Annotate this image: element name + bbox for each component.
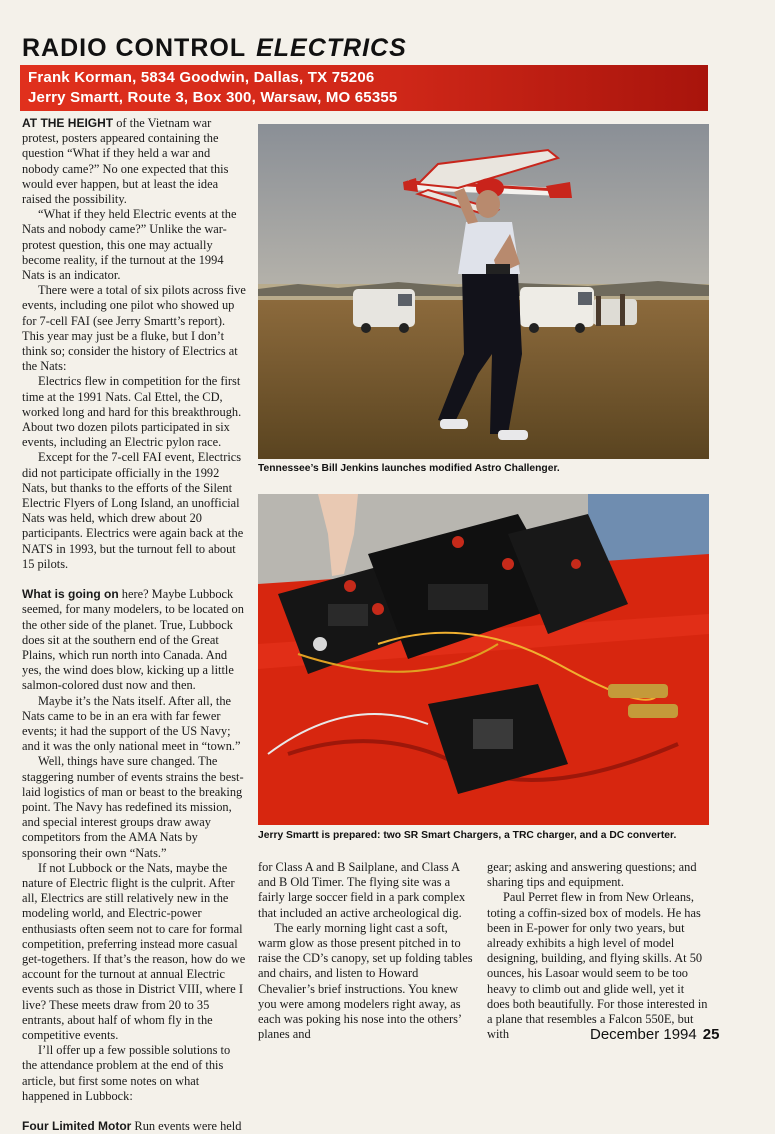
column-2 bbox=[258, 860, 475, 1042]
van-2 bbox=[520, 287, 594, 333]
paragraph: Paul Perret flew in from New Orleans, toting a coffin-sized box of models. He has been in E-power for only two years, but already exhibits a high level of model designing, building, and flying skills. At 50 ounces, his Lasoar would seem to be too heavy to climb out and glide well, yet it does both beautifully. For those interested in a plane that resembles a Falcon 550E, but with bbox=[487, 890, 708, 1042]
column-3 bbox=[487, 860, 709, 1042]
author-banner bbox=[20, 65, 708, 111]
paragraph: Well, things have sure changed. The staggering number of events strains the best-laid logistics of man or beast to the breaking point. The Navy has redefined its mission, and special interest groups draw away competitors from the AMA Nats by sponsoring their own “Nats.” bbox=[22, 754, 244, 860]
title-main: RADIO CONTROL bbox=[22, 34, 247, 62]
department-title bbox=[22, 34, 407, 63]
paragraph: If not Lubbock or the Nats, maybe the nature of Electric flight is the culprit. After all, Electrics are still relatively new in the modeling world, and Electric-power enthusiasts often seem not to care for formal competition, preferring instead more casual get-togethers. If that’s the reason, how do we account for the turnout at annual Electric events such as those in District VIII, where I live? These meets draw from 20 to 35 entrants, about half of whom fly in the competitive events. bbox=[22, 860, 246, 1042]
title-italic: ELECTRICS bbox=[256, 34, 407, 62]
run-in-head: Four Limited Motor bbox=[22, 1119, 132, 1133]
paragraph: I’ll offer up a few possible solutions to the attendance problem at the end of this article, but first some notes on what happened in Lubbock: bbox=[22, 1043, 231, 1103]
paragraph: Electrics flew in competition for the first time at the 1991 Nats. Cal Ettel, the CD, worked long and hard for this breakthrough. About two dozen pilots participated in six events, including an Electric pylon race. bbox=[22, 374, 242, 450]
paragraph: Maybe it’s the Nats itself. After all, the Nats came to be in an era with far fewer events; it had the support of the US Navy; and it was the only national meet in “town.” bbox=[22, 693, 241, 754]
page-folio bbox=[590, 1026, 719, 1043]
photo-caption-2: Jerry Smartt is prepared: two SR Smart Chargers, a TRC charger, and a DC converter. bbox=[258, 830, 677, 841]
page-number: 25 bbox=[702, 1026, 720, 1043]
photo-chargers bbox=[258, 494, 709, 825]
paragraph: There were a total of six pilots across five events, including one pilot who showed up for 7-cell FAI (see Jerry Smartt’s report). This year may just be a fluke, but I don’t think so; consider the history of Electrics at the Nats: bbox=[22, 283, 246, 374]
paragraph: “What if they held Electric events at the Nats and nobody came?” Unlike the war-protest question, this one may actually become reality, if the turnout at the 1994 Nats is an indicator. bbox=[22, 207, 237, 283]
paragraph: gear; asking and answering questions; and sharing tips and equipment. bbox=[487, 860, 697, 890]
column-1 bbox=[22, 116, 246, 1134]
issue-date: December 1994 bbox=[590, 1026, 697, 1043]
paragraph: Except for the 7-cell FAI event, Electrics did not participate officially in the 1992 Nats, but thanks to the efforts of the Silent Electric Flyers of Long Island, an unofficial Nats was held, which drew about 20 participants. Electrics were again back at the NATS in 1993, but the turnout fell to about 15 pilots. bbox=[22, 450, 244, 571]
author-line-1: Frank Korman, 5834 Goodwin, Dallas, TX 75206 bbox=[28, 69, 375, 86]
paragraph: What is going on here? Maybe Lubbock seemed, for many modelers, to be located on the other side of the planet. True, Lubbock does sit at the southern end of the Great Plains, which run north into Canada. And yes, the wind does blow, kicking up a little salmon-colored dust now and then. bbox=[22, 587, 244, 693]
paragraph: for Class A and B Sailplane, and Class A and B Old Timer. The flying site was a fairly large soccer field in a park complex that included an active archeological dig. bbox=[258, 860, 466, 920]
paragraph: AT THE HEIGHT of the Vietnam war protest, posters appeared containing the question “What if they held a war and nobody came?” No one expected that this would ever happen, but at least the idea raised the possibility. bbox=[22, 116, 229, 207]
van-1 bbox=[353, 289, 415, 333]
author-line-2: Jerry Smartt, Route 3, Box 300, Warsaw, MO 65355 bbox=[28, 89, 398, 106]
run-in-head: What is going on bbox=[22, 587, 119, 602]
photo-caption-1: Tennessee’s Bill Jenkins launches modified Astro Challenger. bbox=[258, 463, 560, 474]
run-in-head: AT THE HEIGHT bbox=[22, 116, 114, 130]
photo-pilot-launch bbox=[258, 124, 709, 459]
paragraph: Four Limited Motor Run events were held bbox=[22, 1119, 242, 1133]
paragraph: The early morning light cast a soft, warm glow as those present pitched in to raise the CD’s canopy, set up folding tables and chairs, and listen to Howard Chevalier’s brief instructions. You knew you were among modelers right away, as each was poking his nose into the others’ planes and bbox=[258, 920, 473, 1042]
